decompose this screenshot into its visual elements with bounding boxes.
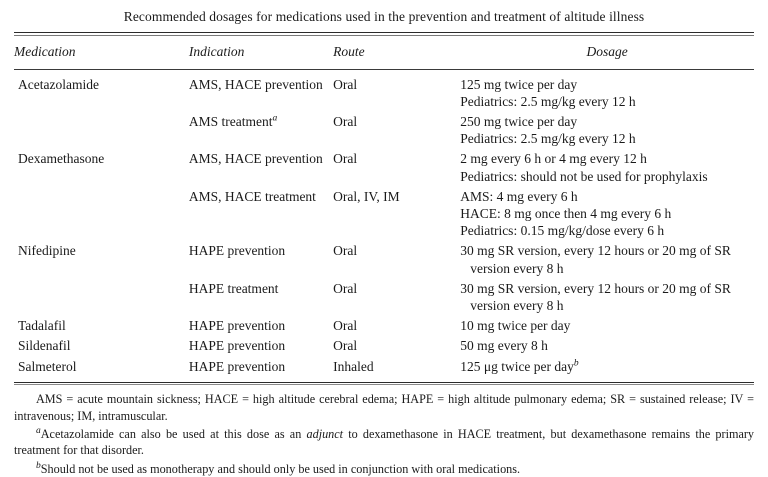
dosage-table-body: [14, 76, 754, 375]
footnote-a: [14, 424, 754, 459]
table-body-container: [14, 70, 754, 382]
cell-medication: Sildenafil: [18, 338, 71, 354]
cell-medication: [14, 110, 189, 147]
dosage-table: [14, 36, 754, 69]
cell-indication: [189, 277, 333, 314]
cell-dosage: [460, 355, 754, 375]
table-caption: Recommended dosages for medications used in the prevention and treatment of altitude illness: [123, 9, 645, 24]
indication-text: HAPE treatment: [188, 280, 279, 296]
cell-medication: Tadalafil: [18, 318, 66, 334]
dosage-line: AMS: 4 mg every 6 h: [460, 188, 578, 204]
table-bottom-rule: [14, 382, 754, 385]
indication-text: AMS, HACE prevention: [188, 76, 323, 92]
indication-text: AMS, HACE treatment: [188, 188, 316, 204]
dosage-line: 30 mg SR version, every 12 hours or 20 mg of SR version every 8 h: [460, 243, 731, 276]
cell-medication: [14, 185, 189, 240]
cell-indication: [189, 76, 333, 110]
dosage-line: 30 mg SR version, every 12 hours or 20 mg of SR version every 8 h: [460, 280, 731, 314]
cell-route: Oral: [333, 280, 358, 296]
dosage-footnote-marker: b: [573, 358, 579, 369]
dosage-line: 50 mg every 8 h: [460, 338, 548, 354]
table-rules-container: [14, 32, 754, 385]
table-row: [14, 76, 754, 110]
cell-dosage: [460, 76, 754, 110]
cell-medication: Dexamethasone: [18, 151, 105, 167]
dosage-line: HACE: 8 mg once then 4 mg every 6 h: [460, 206, 672, 222]
cell-medication: [14, 277, 189, 314]
footnote-a-marker: a: [36, 425, 41, 436]
table-footnotes: [14, 385, 754, 477]
abbreviations-note: AMS = acute mountain sickness; HACE = high altitude cerebral edema; HAPE = high altitude pulmonary edema; SR = sustained release; IV = intravenous; IM, intramuscular.: [14, 392, 754, 423]
footnote-a-text-part1: Acetazolamide can also be used at this dose as an: [40, 427, 307, 442]
table-row: [14, 185, 754, 240]
table-header: [14, 36, 754, 69]
cell-route: Oral: [333, 151, 358, 167]
cell-dosage: [460, 185, 754, 240]
cell-dosage: [460, 277, 754, 314]
cell-indication: [189, 185, 333, 240]
indication-text: HAPE prevention: [188, 318, 286, 334]
cell-medication: Acetazolamide: [18, 76, 99, 92]
cell-route: Oral: [333, 318, 358, 334]
dosage-line: Pediatrics: 2.5 mg/kg every 12 h: [460, 131, 636, 147]
cell-indication: [189, 147, 333, 184]
cell-dosage: [460, 110, 754, 147]
cell-dosage: [460, 239, 754, 276]
dosage-line: Pediatrics: 2.5 mg/kg every 12 h: [460, 93, 636, 109]
cell-medication: Nifedipine: [18, 243, 76, 259]
dosage-line: 125 mg twice per day: [460, 76, 578, 92]
footnote-b-marker: b: [36, 460, 41, 471]
table-rows: [14, 76, 754, 375]
indication-text: AMS, HACE prevention: [188, 151, 323, 167]
cell-dosage: [460, 314, 754, 334]
table-row: [14, 277, 754, 314]
table-row: [14, 147, 754, 184]
dosage-line: Pediatrics: should not be used for prophylaxis: [460, 168, 708, 184]
dosage-line: [460, 358, 754, 375]
dosage-line: 250 mg twice per day: [460, 114, 578, 129]
cell-route: Oral: [333, 243, 358, 259]
footnote-a-emphasis: adjunct: [306, 427, 344, 442]
header-row: [14, 36, 754, 69]
table-row: [14, 314, 754, 334]
indication-text: HAPE prevention: [188, 338, 286, 354]
dosage-line: Pediatrics: 0.15 mg/kg/dose every 6 h: [460, 223, 665, 239]
indication-text: HAPE prevention: [188, 243, 286, 259]
indication-footnote-marker: a: [272, 113, 278, 124]
indication-text: HAPE prevention: [188, 358, 286, 374]
cell-indication: [189, 239, 333, 276]
table-row: [14, 239, 754, 276]
column-header-medication: Medication: [14, 43, 76, 59]
footnote-a-text-part2: to dexamethasone in HACE treatment, but dexamethasone remains the primary treatment for that disorder.: [14, 427, 755, 458]
dosage-line: 10 mg twice per day: [460, 318, 571, 334]
cell-route: Inhaled: [333, 358, 374, 374]
cell-indication: [189, 334, 333, 354]
cell-dosage: [460, 334, 754, 354]
table-row: [14, 355, 754, 375]
cell-indication: [189, 355, 333, 375]
dosage-line: 2 mg every 6 h or 4 mg every 12 h: [460, 151, 647, 167]
cell-indication: [189, 314, 333, 334]
cell-route: Oral: [333, 76, 358, 92]
cell-route: Oral: [333, 114, 358, 129]
column-header-dosage: Dosage: [586, 43, 628, 59]
dosage-text: 125 μg twice per day: [460, 358, 574, 374]
cell-route: Oral: [333, 338, 358, 354]
indication-text: AMS treatment: [188, 114, 273, 129]
cell-route: Oral, IV, IM: [333, 188, 400, 204]
footnote-b: [14, 459, 754, 477]
column-header-indication: Indication: [188, 43, 245, 59]
cell-medication: Salmeterol: [18, 358, 77, 374]
cell-dosage: [460, 147, 754, 184]
table-row: [14, 110, 754, 147]
footnote-b-text: Should not be used as monotherapy and should only be used in conjunction with oral medications.: [40, 461, 521, 476]
cell-indication: [189, 110, 333, 147]
column-header-route: Route: [333, 43, 365, 59]
table-row: [14, 334, 754, 354]
